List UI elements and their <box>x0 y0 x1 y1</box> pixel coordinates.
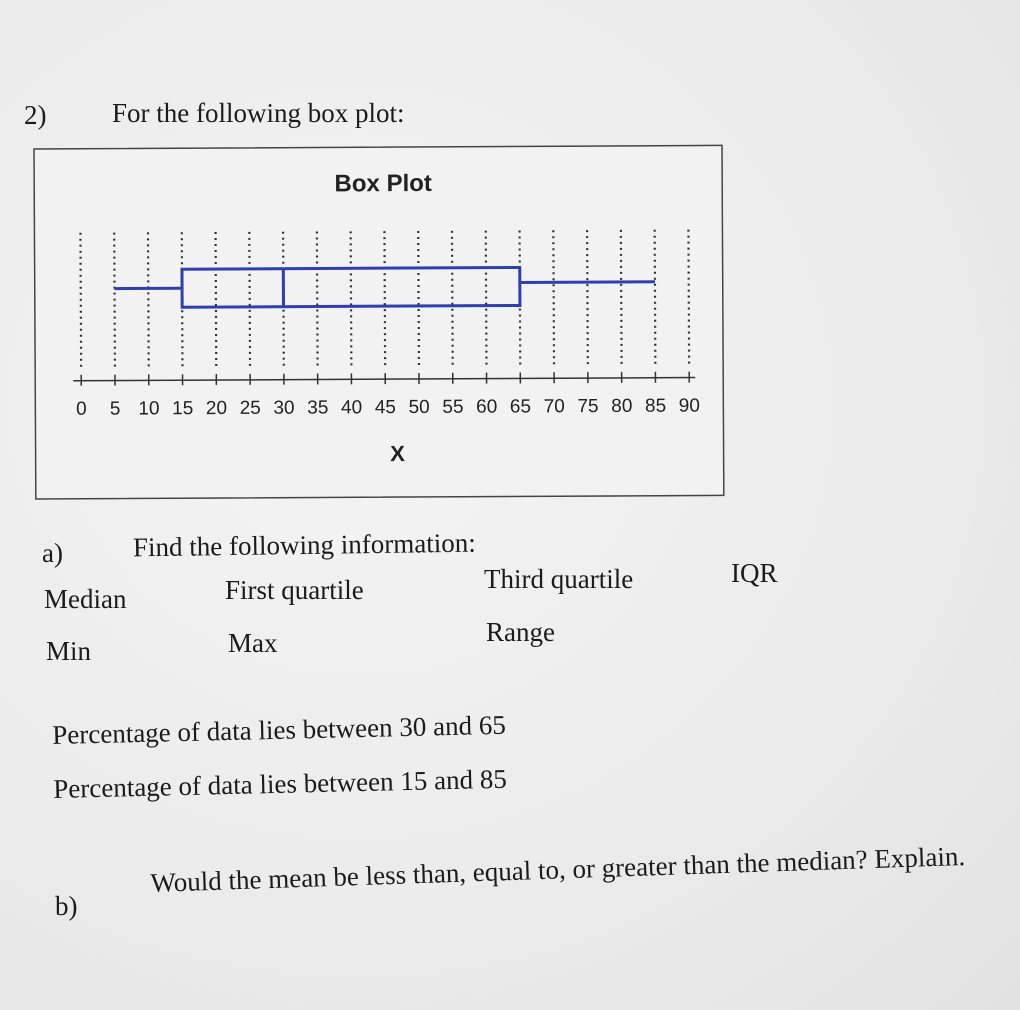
tick-label-55: 55 <box>442 396 464 418</box>
part-b-label: b) <box>55 891 78 921</box>
box-plot-svg <box>33 144 725 500</box>
tick-label-35: 35 <box>307 397 329 419</box>
upper-whisker <box>520 282 655 283</box>
chart-title: Box Plot <box>334 169 432 198</box>
question-number: 2) <box>24 100 47 130</box>
tick-label-60: 60 <box>476 396 498 418</box>
percentage-question-2: Percentage of data lies between 15 and 85 <box>52 763 508 804</box>
tick-label-65: 65 <box>509 396 532 418</box>
part-a-label: a) <box>42 538 63 568</box>
tick-label-0: 0 <box>76 398 87 420</box>
tick-label-80: 80 <box>611 395 633 417</box>
tick-label-5: 5 <box>109 398 121 420</box>
tick-label-10: 10 <box>138 398 160 420</box>
x-axis-label: X <box>390 441 406 467</box>
tick-label-90: 90 <box>678 395 700 417</box>
item-first-quartile: First quartile <box>225 575 364 605</box>
item-min: Min <box>46 636 92 666</box>
tick-label-75: 75 <box>577 396 599 418</box>
tick-label-30: 30 <box>273 397 295 419</box>
tick-label-40: 40 <box>340 397 363 419</box>
tick-label-85: 85 <box>644 395 667 417</box>
question-prompt: For the following box plot: <box>112 98 405 128</box>
tick-label-45: 45 <box>374 397 396 419</box>
tick-label-70: 70 <box>543 396 565 418</box>
part-a-prompt: Find the following information: <box>132 527 476 563</box>
chart-border <box>34 145 724 499</box>
tick-label-50: 50 <box>408 396 430 419</box>
item-third-quartile: Third quartile <box>484 564 634 594</box>
percentage-question-1: Percentage of data lies between 30 and 65 <box>51 709 507 750</box>
item-median: Median <box>44 584 127 614</box>
tick-label-15: 15 <box>172 398 194 420</box>
box-plot-chart <box>33 144 725 500</box>
item-max: Max <box>228 628 278 658</box>
part-b-prompt: Would the mean be less than, equal to, or greater than the median? Explain. <box>149 840 966 898</box>
item-range: Range <box>486 617 555 647</box>
item-iqr: IQR <box>731 558 778 588</box>
tick-label-25: 25 <box>239 397 261 419</box>
tick-label-20: 20 <box>205 397 228 420</box>
